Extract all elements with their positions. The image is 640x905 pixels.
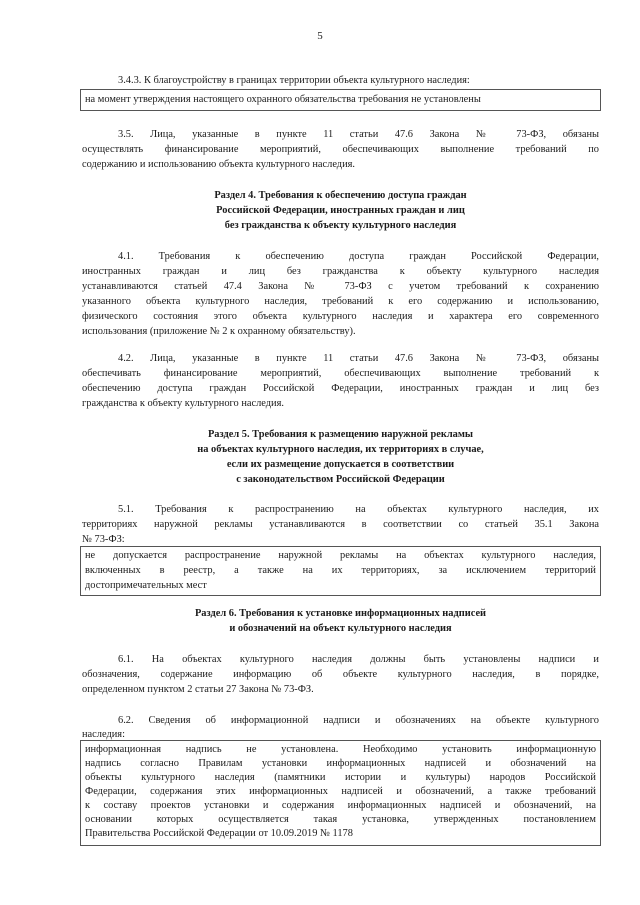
paragraph-line: территориях наружной рекламы устанавливаются в соответствии со статьей 35.1 Закона [82, 519, 599, 530]
paragraph-line: обеспечивать финансирование мероприятий, обеспечивающих выполнение требований к [82, 368, 599, 379]
clause-3-4-3-heading: 3.4.3. К благоустройству в границах территории объекта культурного наследия: [118, 75, 470, 86]
box-line: информационная надпись не установлена. Необходимо установить информационную [85, 744, 596, 755]
paragraph-line: 4.1. Требования к обеспечению доступа граждан Российской Федерации, [118, 251, 599, 262]
section-title-line: на объектах культурного наследия, их территориях в случае, [197, 444, 484, 455]
box-line: объекты культурного наследия (памятники истории и культуры) народов Российской [85, 772, 596, 783]
paragraph-line: иностранных граждан и лиц без гражданства к объекту культурного наследия [82, 266, 599, 277]
paragraph-line: определенном пунктом 2 статьи 27 Закона № 73-ФЗ. [82, 684, 314, 695]
box-line: надпись согласно Правилам установки информационных надписей и обозначений на [85, 758, 596, 769]
box-line: Правительства Российской Федерации от 10.09.2019 № 1178 [85, 828, 353, 839]
clause-5-1-box [80, 546, 601, 596]
box-line: включенных в реестр, а также на их территориях, за исключением территорий [85, 565, 596, 576]
section-title-line: без гражданства к объекту культурного наследия [224, 220, 457, 231]
paragraph-line: 6.1. На объектах культурного наследия должны быть установлены надписи и [118, 654, 599, 665]
box-line: достопримечательных мест [85, 580, 207, 591]
box-line: на момент утверждения настоящего охранного обязательства требования не установлены [85, 94, 481, 105]
paragraph-line: обозначения, содержание информацию об объекте культурного наследия, в порядке, [82, 669, 599, 680]
paragraph-line: № 73-ФЗ: [82, 534, 125, 545]
paragraph-line: содержанию и использованию объекта культурного наследия. [82, 159, 356, 170]
paragraph-line: устанавливаются статьей 47.4 Закона № 73-ФЗ с учетом требований к сохранению [82, 281, 599, 292]
box-line: к составу проектов установки и содержания информационных надписей и обозначений, на [85, 800, 596, 811]
section-title-line: Раздел 4. Требования к обеспечению доступа граждан [214, 190, 467, 201]
paragraph-line: осуществлять финансирование мероприятий, обеспечивающих выполнение требований по [82, 144, 599, 155]
box-line: основании которых осуществляется такая установка, утвержденных постановлением [85, 814, 596, 825]
clause-6-2-box [80, 740, 601, 846]
paragraph-line: указанного объекта культурного наследия, требований к его содержанию и использованию, [82, 296, 599, 307]
section-title-line: Российской Федерации, иностранных граждан и лиц [216, 205, 465, 216]
paragraph-line: 5.1. Требования к распространению на объектах культурного наследия, их [118, 504, 599, 515]
paragraph-line: 3.5. Лица, указанные в пункте 11 статьи 47.6 Закона № 73-ФЗ, обязаны [118, 129, 599, 140]
paragraph-line: 4.2. Лица, указанные в пункте 11 статьи 47.6 Закона № 73-ФЗ, обязаны [118, 353, 599, 364]
paragraph-line: использования (приложение № 2 к охранному обязательству). [82, 326, 356, 337]
section-title-line: Раздел 6. Требования к установке информационных надписей [194, 608, 487, 619]
paragraph-line: гражданства к объекту культурного наследия. [82, 398, 284, 409]
box-line: Федерации, содержания этих информационных надписей и обозначений, а также требований [85, 786, 596, 797]
paragraph-line: наследия: [82, 729, 125, 740]
box-line: не допускается распространение наружной рекламы на объектах культурного наследия, [85, 550, 596, 561]
paragraph-line: физического состояния этого объекта культурного наследия и характера его современного [82, 311, 599, 322]
page-number: 5 [317, 30, 323, 42]
section-title-line: и обозначений на объект культурного наследия [229, 623, 452, 634]
section-title-line: если их размещение допускается в соответствии [226, 459, 455, 470]
section-title-line: Раздел 5. Требования к размещению наружной рекламы [207, 429, 474, 440]
clause-3-4-3-box [80, 89, 601, 111]
paragraph-line: 6.2. Сведения об информационной надписи и обозначениях на объекте культурного [118, 715, 599, 726]
section-title-line: с законодательством Российской Федерации [236, 474, 445, 485]
paragraph-line: обеспечению доступа граждан Российской Федерации, иностранных граждан и лиц без [82, 383, 599, 394]
